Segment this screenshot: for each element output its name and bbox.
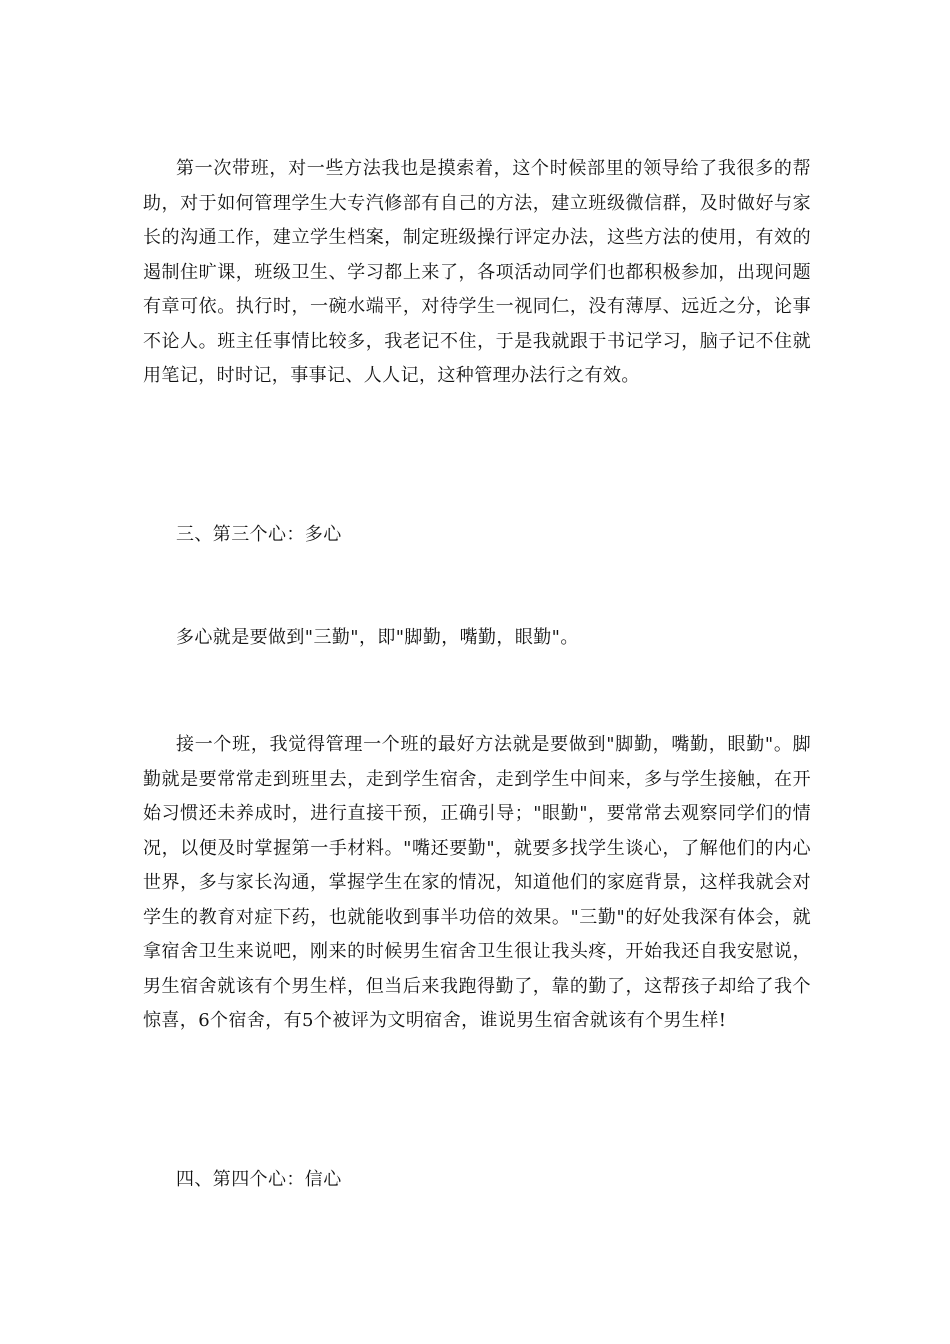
- body-paragraph: 接一个班，我觉得管理一个班的最好方法就是要做到"脚勤，嘴勤，眼勤"。脚勤就是要常常走到班里去，走到学生宿舍，走到学生中间来，多与学生接触，在开始习惯还未养成时，进行直接干预，正确引导；"眼勤"，要常常去观察同学们的情况，以便及时掌握第一手材料。"嘴还要勤"，就要多找学生谈心，了解他们的内心世界，多与家长沟通，掌握学生在家的情况，知道他们的家庭背景，这样我就会对学生的教育对症下药，也就能收到事半功倍的效果。"三勤"的好处我深有体会，就拿宿舍卫生来说吧，刚来的时候男生宿舍卫生很让我头疼，开始我还自我安慰说，男生宿舍就该有个男生样，但当后来我跑得勤了，靠的勤了，这帮孩子却给了我个惊喜，6个宿舍，有5个被评为文明宿舍，谁说男生宿舍就该有个男生样!: [143, 734, 811, 1031]
- body-paragraph: 多心就是要做到"三勤"，即"脚勤，嘴勤，眼勤"。: [176, 627, 579, 648]
- section-heading: 三、第三个心：多心: [176, 524, 342, 545]
- body-paragraph: 第一次带班，对一些方法我也是摸索着，这个时候部里的领导给了我很多的帮助，对于如何管理学生大专汽修部有自己的方法，建立班级微信群，及时做好与家长的沟通工作，建立学生档案，制定班级操行评定办法，这些方法的使用，有效的遏制住旷课，班级卫生、学习都上来了，各项活动同学们也都积极参加，出现问题有章可依。执行时，一碗水端平，对待学生一视同仁，没有薄厚、远近之分，论事不论人。班主任事情比较多，我老记不住，于是我就跟于书记学习，脑子记不住就用笔记，时时记，事事记、人人记，这种管理办法行之有效。: [143, 158, 811, 386]
- section-heading: 四、第四个心：信心: [176, 1169, 342, 1190]
